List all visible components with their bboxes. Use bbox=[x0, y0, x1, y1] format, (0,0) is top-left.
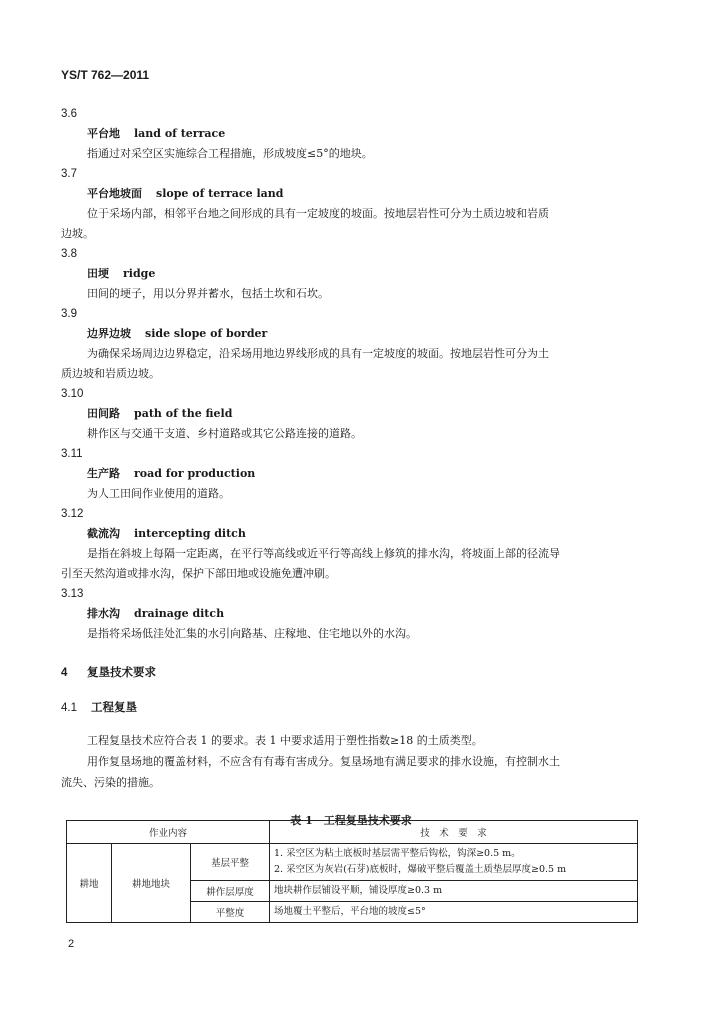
table-cell-item: 基层平整 bbox=[191, 844, 270, 881]
term-line bbox=[61, 124, 641, 144]
term-line bbox=[61, 324, 641, 344]
term-chinese: 田埂 bbox=[87, 267, 109, 280]
term-english: slope of terrace land bbox=[156, 187, 284, 200]
section-4-heading bbox=[61, 662, 641, 683]
clause-number: 3.9 bbox=[61, 308, 77, 320]
term-english: path of the field bbox=[134, 407, 233, 420]
term-definition: 是指将采场低洼处汇集的水引向路基、庄稼地、住宅地以外的水沟。 bbox=[87, 627, 417, 640]
term-definition: 耕作区与交通干支道、乡村道路或其它公路连接的道路。 bbox=[87, 427, 362, 440]
term-chinese: 平台地 bbox=[87, 127, 120, 140]
term-line bbox=[61, 524, 641, 544]
engineering-reclamation-table bbox=[66, 820, 638, 923]
term-definition: 为人工田间作业使用的道路。 bbox=[87, 487, 230, 500]
section-title: 复垦技术要求 bbox=[87, 665, 156, 679]
term-english: ridge bbox=[123, 267, 156, 280]
term-definition: 是指在斜坡上每隔一定距离，在平行等高线或近平行等高线上修筑的排水沟，将坡面上部的径流导 bbox=[87, 547, 560, 560]
term-english: road for production bbox=[134, 467, 256, 480]
document-body bbox=[61, 104, 641, 831]
term-chinese: 边界边坡 bbox=[87, 327, 131, 340]
section-number: 4.1 bbox=[61, 702, 77, 714]
paragraph: 工程复垦技术应符合表 1 的要求。表 1 中要求适用于塑性指数≥18 的土质类型。 bbox=[87, 734, 483, 747]
term-english: land of terrace bbox=[134, 127, 226, 140]
table-cell-item: 耕作层厚度 bbox=[191, 881, 270, 902]
table-header-cell: 作业内容 bbox=[67, 821, 270, 844]
term-definition: 位于采场内部，相邻平台地之间形成的具有一定坡度的坡面。按地层岩性可分为土质边坡和岩质 bbox=[87, 207, 549, 220]
table-cell-item: 平整度 bbox=[191, 902, 270, 923]
table-cell-requirement bbox=[270, 881, 638, 902]
requirement-line: 1. 采空区为粘土底板时基层需平整后钩松，钩深≥0.5 m。 bbox=[274, 848, 521, 859]
clause-number: 3.12 bbox=[61, 508, 84, 520]
term-chinese: 排水沟 bbox=[87, 607, 120, 620]
requirement-line: 地块耕作层铺设平顺，铺设厚度≥0.3 m bbox=[274, 885, 443, 896]
term-definition: 指通过对采空区实施综合工程措施，形成坡度≤5°的地块。 bbox=[87, 147, 373, 160]
clause-number: 3.13 bbox=[61, 588, 84, 600]
clause-number: 3.8 bbox=[61, 248, 77, 260]
section-number: 4 bbox=[61, 667, 68, 679]
section-title: 工程复垦 bbox=[91, 700, 137, 714]
term-chinese: 田间路 bbox=[87, 407, 120, 420]
requirement-line: 2. 采空区为灰岩(石芽)底板时，爆破平整后覆盖土质垫层厚度≥0.5 m bbox=[274, 864, 567, 875]
term-english: drainage ditch bbox=[134, 607, 225, 620]
term-definition: 边坡。 bbox=[61, 227, 94, 240]
table-header-row bbox=[67, 821, 638, 844]
term-line bbox=[61, 604, 641, 624]
clause-number: 3.10 bbox=[61, 388, 84, 400]
table-cell-subgroup: 耕地地块 bbox=[112, 844, 191, 923]
section-4-1-heading bbox=[61, 697, 641, 718]
term-chinese: 平台地坡面 bbox=[87, 187, 142, 200]
table-cell-requirement bbox=[270, 902, 638, 923]
term-definition: 引至天然沟道或排水沟，保护下部田地或设施免遭冲刷。 bbox=[61, 567, 336, 580]
clause-number: 3.6 bbox=[61, 108, 77, 120]
table-cell-group: 耕地 bbox=[67, 844, 112, 923]
document-code-header: YS/T 762—2011 bbox=[61, 68, 150, 82]
clause-number: 3.7 bbox=[61, 168, 77, 180]
term-chinese: 截流沟 bbox=[87, 527, 120, 540]
paragraph: 用作复垦场地的覆盖材料，不应含有有毒有害成分。复垦场地有满足要求的排水设施，有控制水土 bbox=[87, 755, 560, 768]
terms-list bbox=[61, 104, 641, 644]
term-line bbox=[61, 184, 641, 204]
term-line bbox=[61, 404, 641, 424]
term-definition: 为确保采场周边边界稳定，沿采场用地边界线形成的具有一定坡度的坡面。按地层岩性可分为土 bbox=[87, 347, 549, 360]
table-row bbox=[67, 844, 638, 881]
term-line bbox=[61, 464, 641, 484]
requirement-line: 场地覆土平整后，平台地的坡度≤5° bbox=[274, 906, 426, 917]
clause-number: 3.11 bbox=[61, 448, 83, 460]
paragraph-continuation: 流失、污染的措施。 bbox=[61, 776, 160, 789]
page-number: 2 bbox=[68, 938, 75, 950]
table-title: 表 1 工程复垦技术要求 bbox=[290, 814, 412, 827]
term-definition: 质边坡和岩质边坡。 bbox=[61, 367, 160, 380]
table-header-cell: 技 术 要 求 bbox=[270, 821, 638, 844]
term-english: side slope of border bbox=[145, 327, 268, 340]
term-definition: 田间的埂子，用以分界并蓄水，包括土坎和石坎。 bbox=[87, 287, 329, 300]
term-line bbox=[61, 264, 641, 284]
table-cell-requirement bbox=[270, 844, 638, 881]
term-english: intercepting ditch bbox=[134, 527, 246, 540]
term-chinese: 生产路 bbox=[87, 467, 120, 480]
